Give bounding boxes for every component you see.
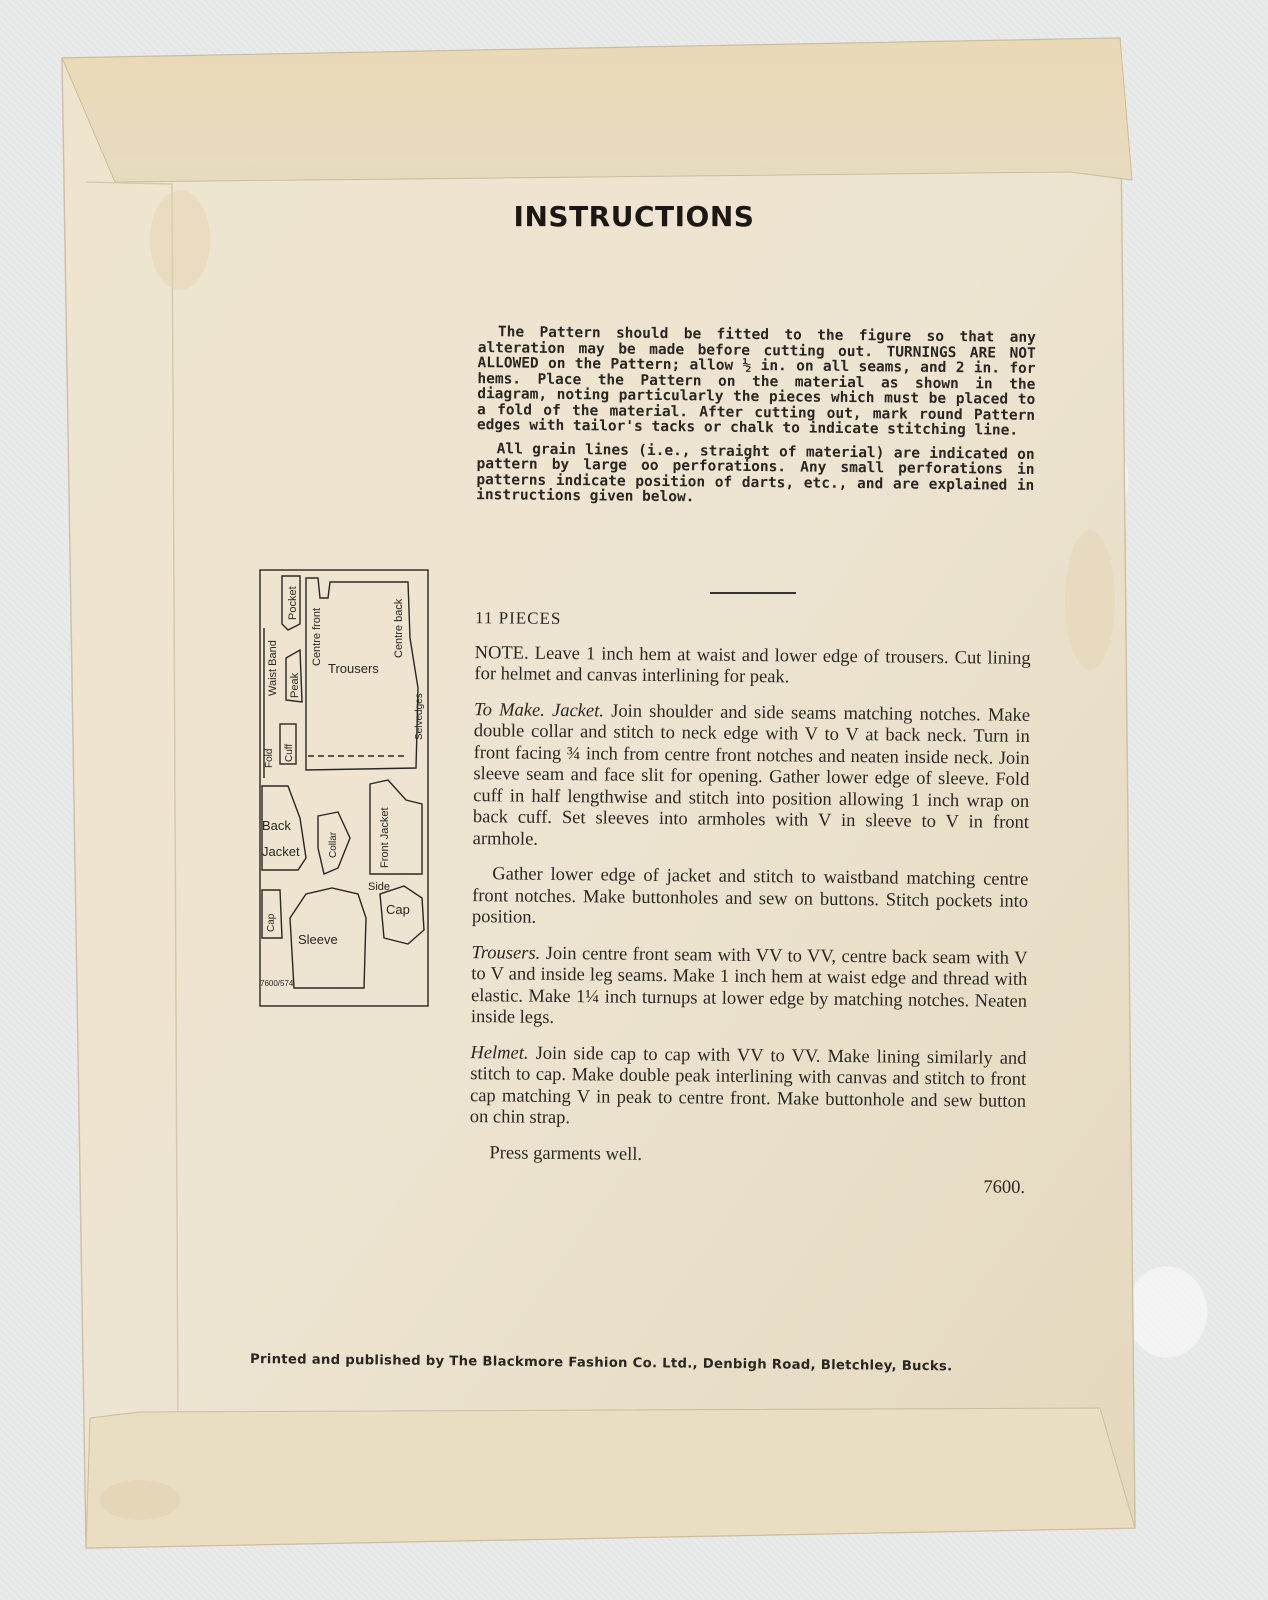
diagram-label-jacket: Jacket: [262, 844, 300, 859]
jacket-paragraph-2: Gather lower edge of jacket and stitch to waistband matching centre front notches. Make buttonholes and sew on buttons. Stitch pockets into position.: [471, 864, 1029, 928]
diagram-label-side: Side: [368, 881, 391, 893]
diagram-label-collar: Collar: [328, 831, 339, 858]
diagram-label-waist-band: Waist Band: [267, 640, 279, 696]
intro-text: [476, 325, 1036, 517]
note-paragraph: NOTE. Leave 1 inch hem at waist and lower edge of trousers. Cut lining for helmet and canvas interlining for peak.: [474, 642, 1031, 688]
jacket-label: To Make. Jacket.: [473, 699, 605, 721]
diagram-label-front-jacket: Front Jacket: [379, 807, 391, 868]
pieces-heading: 11 PIECES: [474, 608, 562, 629]
trousers-paragraph: [471, 943, 1028, 1035]
diagram-label-cap-side: Cap: [266, 913, 277, 932]
diagram-label-cuff: Cuff: [284, 743, 295, 762]
instructions-body: [469, 607, 1031, 1213]
diagram-label-peak: Peak: [289, 672, 301, 698]
diagram-label-centre-back: Centre back: [393, 598, 405, 658]
diagram-label-trousers: Trousers: [328, 661, 379, 676]
publisher-footer: Printed and published by The Blackmore Fashion Co. Ltd., Denbigh Road, Bletchley, Bucks.: [249, 1352, 953, 1375]
diagram-code: 7600/574: [260, 979, 294, 988]
intro-paragraph: The Pattern should be fitted to the figure so that any alteration may be made before cutting out. TURNINGS ARE NOT ALLOWED on the Pattern; allow ½ in. on all seams, and 2 in. for hems. Place the Pattern on the material as shown in the diagram, noting particularly the pieces which must be placed to a fold of the material. After cutting out, mark round Pattern edges with tailor's tacks or chalk to indicate stitching line.: [476, 324, 1036, 439]
helmet-text: Join side cap to cap with VV to VV. Make lining similarly and stitch to cap. Make double peak interlining with canvas and stitch to front cap matching V in peak to centre front. Make buttonhole and sew button on chin strap.: [469, 1043, 1027, 1129]
pattern-number: 7600.: [983, 1177, 1026, 1198]
diagram-label-pocket: Pocket: [287, 586, 299, 620]
trousers-text: Join centre front seam with VV to VV, centre back seam with V to V and inside leg seams. Make 1 inch hem at waist edge and thread with elastic. Make 1¼ inch turnups at lower edge by matching notches. Neaten inside legs.: [470, 943, 1028, 1028]
intro-paragraph: All grain lines (i.e., straight of material) are indicated on pattern by large oo perforations. Any small perforations in patterns indicate position of darts, etc., and are explained in instructions given below.: [476, 440, 1035, 506]
helmet-label: Helmet.: [470, 1042, 529, 1064]
jacket-text: Join shoulder and side seams matching notches. Make double collar and stitch to neck edge with V to V at back neck. Turn in front facing ¾ inch from centre front notches and neaten inside neck. Join sleeve seam and face slit for opening. Gather lower edge of sleeve. Fold cuff in half lengthwise and stitch into position allowing 1 inch wrap on back cuff. Set sleeves into armholes with V in sleeve to V in front armhole.: [472, 701, 1031, 850]
diagram-label-sleeve: Sleeve: [298, 932, 338, 947]
diagram-label-centre-front: Centre front: [311, 607, 323, 666]
page-title: INSTRUCTIONS: [513, 200, 755, 233]
cutting-layout-diagram: [258, 568, 438, 1014]
diagram-label-fold: Fold: [264, 748, 275, 768]
diagram-label-cap: Cap: [386, 902, 410, 917]
divider: [710, 592, 796, 594]
diagram-label-selvedges: Selvedges: [414, 693, 425, 740]
diagram-label-back: Back: [262, 818, 291, 833]
jacket-paragraph: [473, 700, 1031, 856]
trousers-label: Trousers.: [471, 942, 541, 964]
helmet-paragraph: [470, 1043, 1027, 1135]
closing-line: Press garments well.: [489, 1142, 643, 1165]
